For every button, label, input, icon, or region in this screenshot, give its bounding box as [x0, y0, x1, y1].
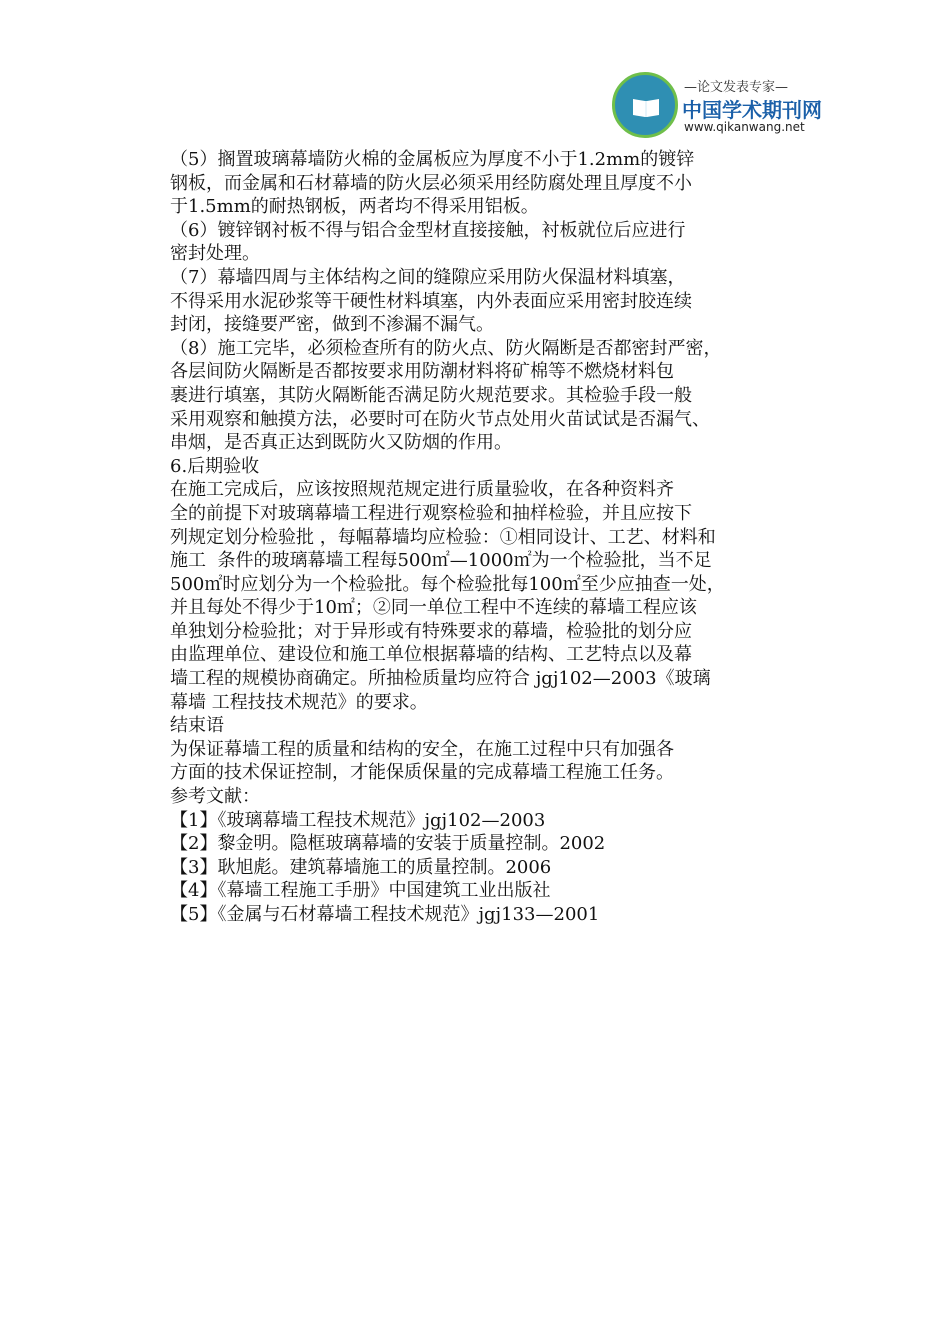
- text-line: 6.后期验收: [170, 455, 260, 477]
- text-line: 采用观察和触摸方法，必要时可在防火节点处用火苗试试是否漏气、: [170, 408, 710, 430]
- text-line: 方面的技术保证控制，才能保质保量的完成幕墙工程施工任务。: [170, 762, 674, 784]
- text-line: 裹进行填塞，其防火隔断能否满足防火规范要求。其检验手段一般: [170, 384, 692, 406]
- text-line: 幕墙 工程技技术规范》的要求。: [170, 691, 428, 713]
- text-line: 钢板，而金属和石材幕墙的防火层必须采用经防腐处理且厚度不小: [170, 172, 692, 194]
- text-line: 列规定划分检验批 ，每幅幕墙均应检验：①相同设计、工艺、材料和: [170, 526, 716, 548]
- text-line: 500㎡时应划分为一个检验批。每个检验批每100㎡至少应抽查一处，: [170, 573, 725, 595]
- text-line: 于1.5mm的耐热钢板，两者均不得采用铝板。: [170, 196, 539, 218]
- text-line: 【5】《金属与石材幕墙工程技术规范》jgj133—2001: [170, 904, 600, 925]
- text-line: 为保证幕墙工程的质量和结构的安全，在施工过程中只有加强各: [170, 738, 674, 760]
- text-line: 密封处理。: [170, 243, 260, 265]
- text-line: 并且每处不得少于10㎡；②同一单位工程中不连续的幕墙工程应该: [170, 597, 697, 619]
- text-line: 封闭，接缝要严密，做到不渗漏不漏气。: [170, 314, 494, 336]
- logo-name: 中国学术期刊网: [682, 98, 822, 122]
- text-line: 各层间防火隔断是否都按要求用防潮材料将矿棉等不燃烧材料包: [170, 361, 674, 383]
- text-line: 串烟，是否真正达到既防火又防烟的作用。: [170, 432, 512, 454]
- site-logo: [612, 70, 822, 146]
- document-body: [170, 148, 800, 927]
- text-line: 不得采用水泥砂浆等干硬性材料填塞，内外表面应采用密封胶连续: [170, 290, 692, 312]
- text-line: 【3】耿旭彪。建筑幕墙施工的质量控制。2006: [170, 856, 552, 878]
- text-line: 全的前提下对玻璃幕墙工程进行观察检验和抽样检验，并且应按下: [170, 502, 692, 524]
- logo-url: www.qikanwang.net: [684, 120, 805, 134]
- text-line: （8）施工完毕，必须检查所有的防火点、防火隔断是否都密封严密，: [170, 337, 722, 359]
- text-line: 在施工完成后，应该按照规范规定进行质量验收，在各种资料齐: [170, 479, 674, 501]
- text-line: （6）镀锌钢衬板不得与铝合金型材直接接触，衬板就位后应进行: [170, 219, 686, 241]
- text-line: 【2】黎金明。隐框玻璃幕墙的安装于质量控制。2002: [170, 833, 606, 855]
- text-line: 【4】《幕墙工程施工手册》中国建筑工业出版社: [170, 880, 551, 902]
- text-line: 【1】《玻璃幕墙工程技术规范》jgj102—2003: [170, 809, 546, 831]
- text-line: 参考文献：: [170, 786, 260, 808]
- text-line: （7）幕墙四周与主体结构之间的缝隙应采用防火保温材料填塞，: [170, 266, 686, 288]
- text-line: 施工 条件的玻璃幕墙工程每500㎡—1000㎡为一个检验批，当不足: [170, 550, 712, 572]
- text-line: 单独划分检验批；对于异形或有特殊要求的幕墙，检验批的划分应: [170, 620, 692, 642]
- text-line: 由监理单位、建设位和施工单位根据幕墙的结构、工艺特点以及幕: [170, 644, 692, 666]
- book-icon: [631, 95, 661, 119]
- text-line: 墙工程的规模协商确定。所抽检质量均应符合 jgj102—2003《玻璃: [170, 668, 711, 690]
- logo-slogan: —论文发表专家—: [684, 80, 789, 95]
- text-line: 结束语: [170, 715, 224, 737]
- text-line: （5）搁置玻璃幕墙防火棉的金属板应为厚度不小于1.2mm的镀锌: [170, 149, 695, 170]
- logo-emblem: [612, 72, 678, 138]
